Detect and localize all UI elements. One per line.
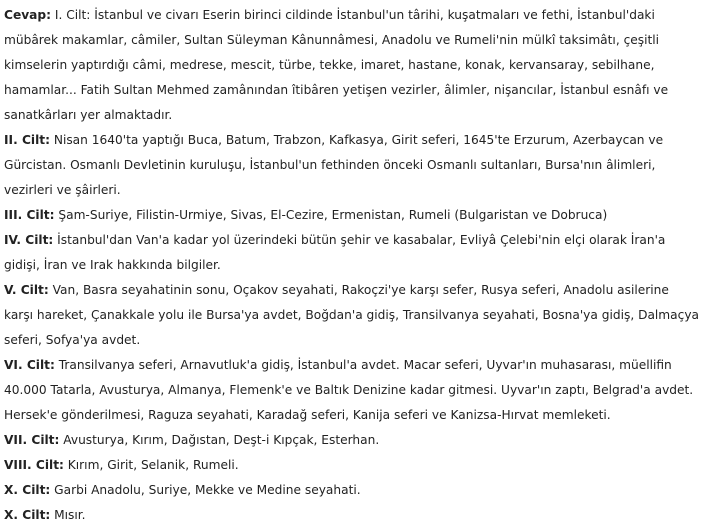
volume-6-text: Transilvanya seferi, Arnavutluk'a gidiş, İstanbul'a avdet. Macar seferi, Uyvar'ın muhasarası, müellifin 40.000 Tatarla, Avusturya, Almanya, Flemenk'e ve Baltık Denizine kadar gitmesi. Uyvar'ın zaptı, Belgrad'a avdet. Hersek'e gönderilmesi, Raguza seyahati, Karadağ seferi, Kanija seferi ve Kanizsa-Hırvat memleketi. [4,358,694,422]
volume-8-label: VIII. Cilt: [4,458,64,472]
volume-3-label: III. Cilt: [4,208,55,222]
volume-7-paragraph [4,428,700,453]
volume-x-second-text: Mısır. [50,508,86,522]
volume-8-paragraph [4,453,700,478]
volume-7-text: Avusturya, Kırım, Dağıstan, Deşt-i Kıpçak, Esterhan. [59,433,380,447]
volume-x-second-label: X. Cilt: [4,508,51,522]
volume-6-paragraph [4,353,700,428]
volume-2-label: II. Cilt: [4,133,50,147]
volume-7-label: VII. Cilt: [4,433,60,447]
volume-3-text: Şam-Suriye, Filistin-Urmiye, Sivas, El-Cezire, Ermenistan, Rumeli (Bulgaristan ve Dobruca) [54,208,608,222]
volume-6-label: VI. Cilt: [4,358,55,372]
volume-2-paragraph [4,128,700,203]
answer-paragraph [4,3,700,128]
volume-4-text: İstanbul'dan Van'a kadar yol üzerindeki bütün şehir ve kasabalar, Evliyâ Çelebi'nin elçi olarak İran'a gidişi, İran ve Irak hakkında bilgiler. [4,233,666,272]
volume-x-paragraph [4,478,700,503]
volume-4-label: IV. Cilt: [4,233,54,247]
volume-5-label: V. Cilt: [4,283,49,297]
volume-3-paragraph [4,203,700,228]
answer-label: Cevap: [4,8,51,22]
volume-x-label: X. Cilt: [4,483,51,497]
volume-4-paragraph [4,228,700,278]
volume-2-text: Nisan 1640'ta yaptığı Buca, Batum, Trabzon, Kafkasya, Girit seferi, 1645'te Erzurum, Azerbaycan ve Gürcistan. Osmanlı Devletinin kuruluşu, İstanbul'un fethinden önceki Osmanlı sultanları, Bursa'nın âlimleri, vezirleri ve şâirleri. [4,133,664,197]
volume-5-paragraph [4,278,700,353]
volume-x-second-paragraph [4,503,700,528]
volume-x-text: Garbi Anadolu, Suriye, Mekke ve Medine seyahati. [50,483,361,497]
volume-5-text: Van, Basra seyahatinin sonu, Oçakov seyahati, Rakoçzi'ye karşı sefer, Rusya seferi, Anadolu asilerine karşı hareket, Çanakkale yolu ile Bursa'ya avdet, Boğdan'a gidiş, Transilvanya seyahati, Bosna'ya gidiş, Dalmaçya seferi, Sofya'ya avdet. [4,283,700,347]
volume-8-text: Kırım, Girit, Selanik, Rumeli. [63,458,239,472]
volume-1-text: I. Cilt: İstanbul ve civarı Eserin birinci cildinde İstanbul'un târihi, kuşatmaları ve fethi, İstanbul'daki mübârek makamlar, câmiler, Sultan Süleyman Kânunnâmesi, Anadolu ve Rumeli'nin mülkî taksimâtı, çeşitli kimselerin yaptırdığı câmi, medrese, mescit, türbe, tekke, imaret, hastane, konak, kervansaray, sebilhane, hamamlar... Fatih Sultan Mehmed zamânından îtibâren yetişen vezirler, âlimler, nişancılar, İstanbul esnâfı ve sanatkârları yer almaktadır. [4,8,669,122]
